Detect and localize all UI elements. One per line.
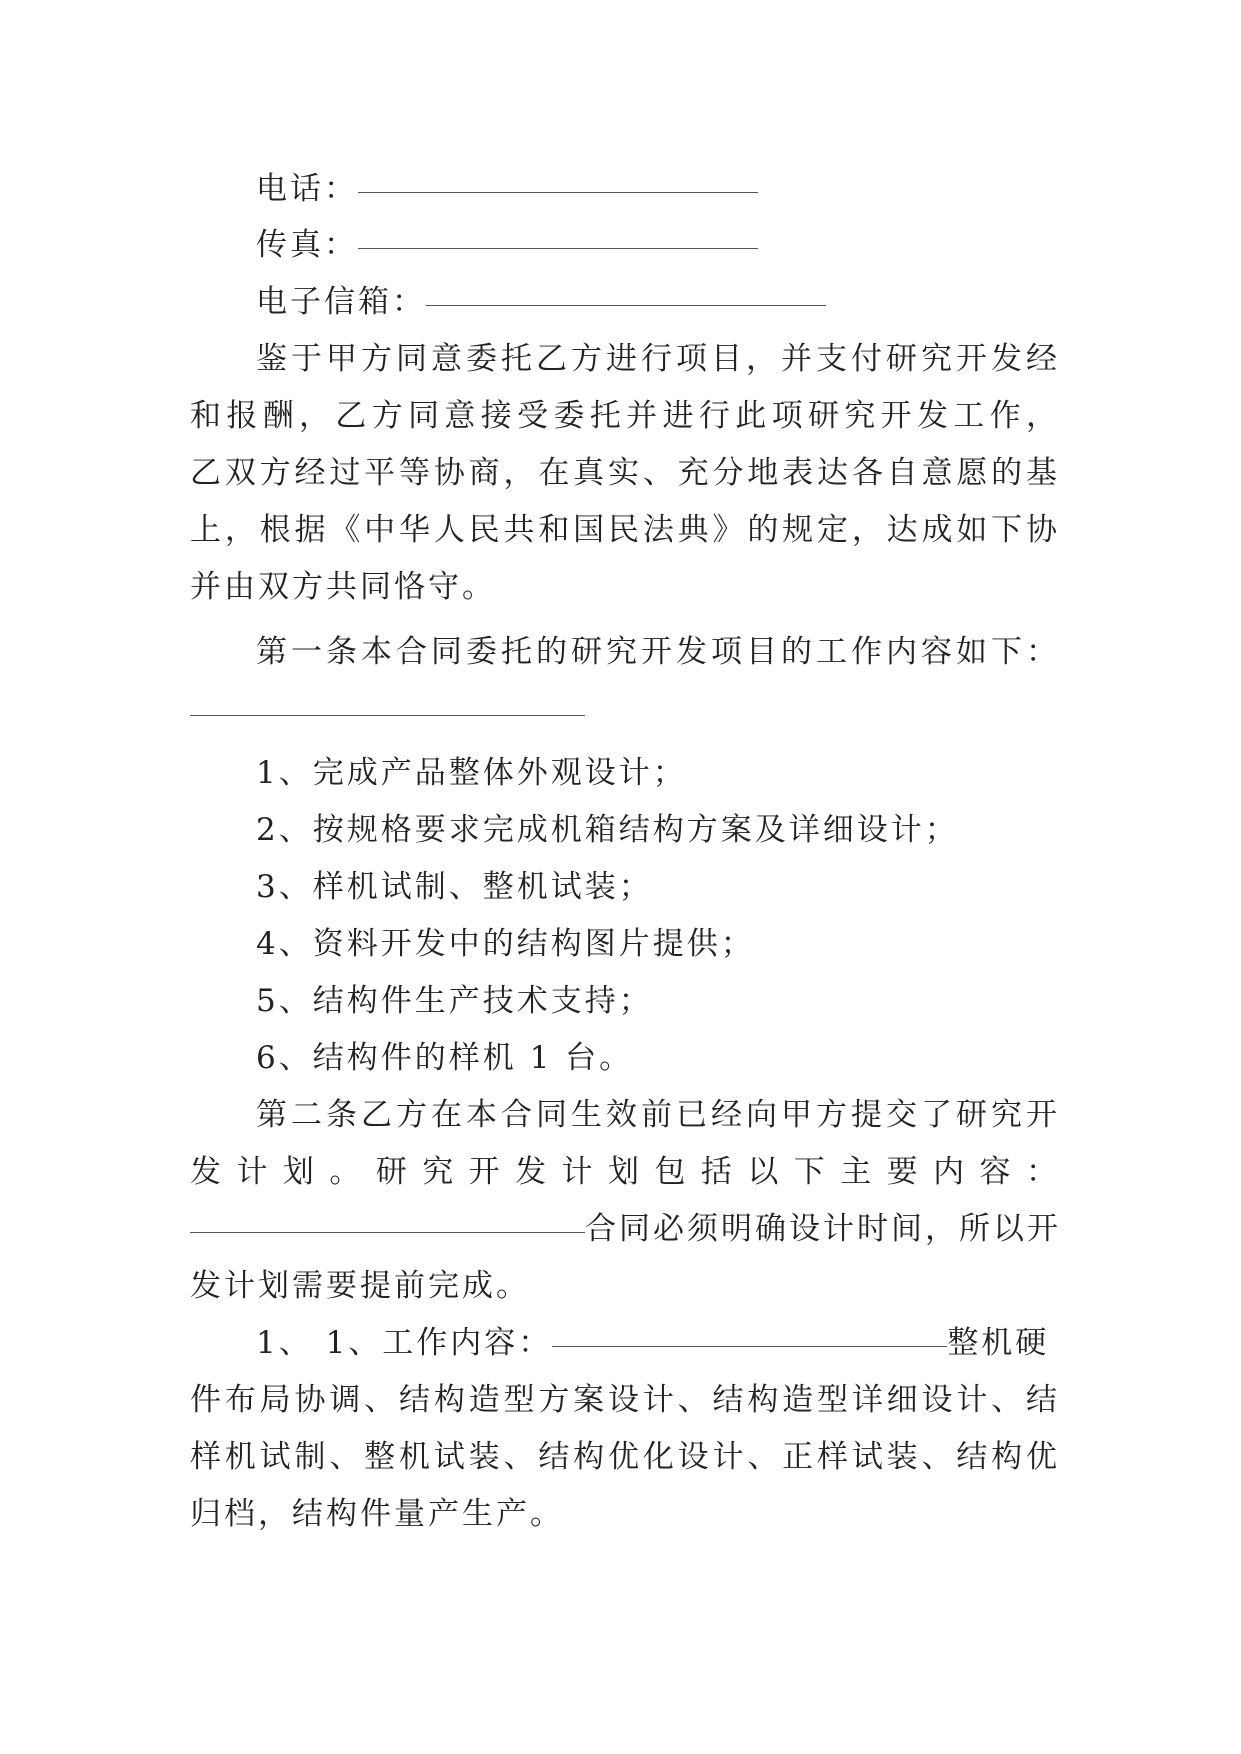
work-content-text: 整机硬 <box>947 1325 1050 1361</box>
fax-label: 传真： <box>256 227 358 263</box>
fax-line <box>256 216 1060 274</box>
work-content-line: 件布局协调、结构造型方案设计、结构造型详细设计、结 <box>190 1382 1060 1418</box>
work-content-line: 归档，结构件量产生产。 <box>190 1496 564 1532</box>
work-content-line <box>256 1314 1060 1372</box>
preamble-line: 和报酬，乙方同意接受委托并进行此项研究开发工作， <box>190 398 1060 434</box>
work-content-blank <box>552 1345 947 1347</box>
phone-label: 电话： <box>256 171 358 207</box>
article2-line <box>190 1200 1060 1258</box>
preamble-line: 乙双方经过平等协商，在真实、充分地表达各自意愿的基 <box>190 455 1060 491</box>
article2-line: 第二条乙方在本合同生效前已经向甲方提交了研究开 <box>256 1097 1060 1133</box>
phone-line <box>256 160 1060 218</box>
article2-line: 发计划。研究开发计划包括以下主要内容： <box>190 1154 1060 1190</box>
preamble-line: 并由双方共同恪守。 <box>190 569 496 605</box>
preamble-line: 鉴于甲方同意委托乙方进行项目，并支付研究开发经 <box>256 341 1060 377</box>
article1-heading: 第一条本合同委托的研究开发项目的工作内容如下： <box>256 634 1060 670</box>
preamble-line: 上，根据《中华人民共和国民法典》的规定，达成如下协 <box>190 512 1060 548</box>
article2-line-text: 合同必须明确设计时间，所以开 <box>585 1211 1061 1247</box>
article1-blank <box>190 714 585 716</box>
article1-item: 3、样机试制、整机试装； <box>256 869 653 905</box>
phone-blank <box>358 191 758 193</box>
article1-blank-line <box>190 683 1060 741</box>
article2-line: 发计划需要提前完成。 <box>190 1268 530 1304</box>
work-content-line: 样机试制、整机试装、结构优化设计、正样试装、结构优 <box>190 1439 1060 1475</box>
article1-item: 6、结构件的样机 1 台。 <box>256 1040 634 1076</box>
article2-plan-blank <box>190 1231 585 1233</box>
article1-item: 2、按规格要求完成机箱结构方案及详细设计； <box>256 812 959 848</box>
email-line <box>256 273 1060 331</box>
article1-item: 1、完成产品整体外观设计； <box>256 755 687 791</box>
email-blank <box>426 304 826 306</box>
fax-blank <box>358 247 758 249</box>
article1-item: 5、结构件生产技术支持； <box>256 983 653 1019</box>
work-content-label: 1、 1、工作内容： <box>256 1325 553 1361</box>
email-label: 电子信箱： <box>256 284 426 320</box>
article1-item: 4、资料开发中的结构图片提供； <box>256 926 755 962</box>
